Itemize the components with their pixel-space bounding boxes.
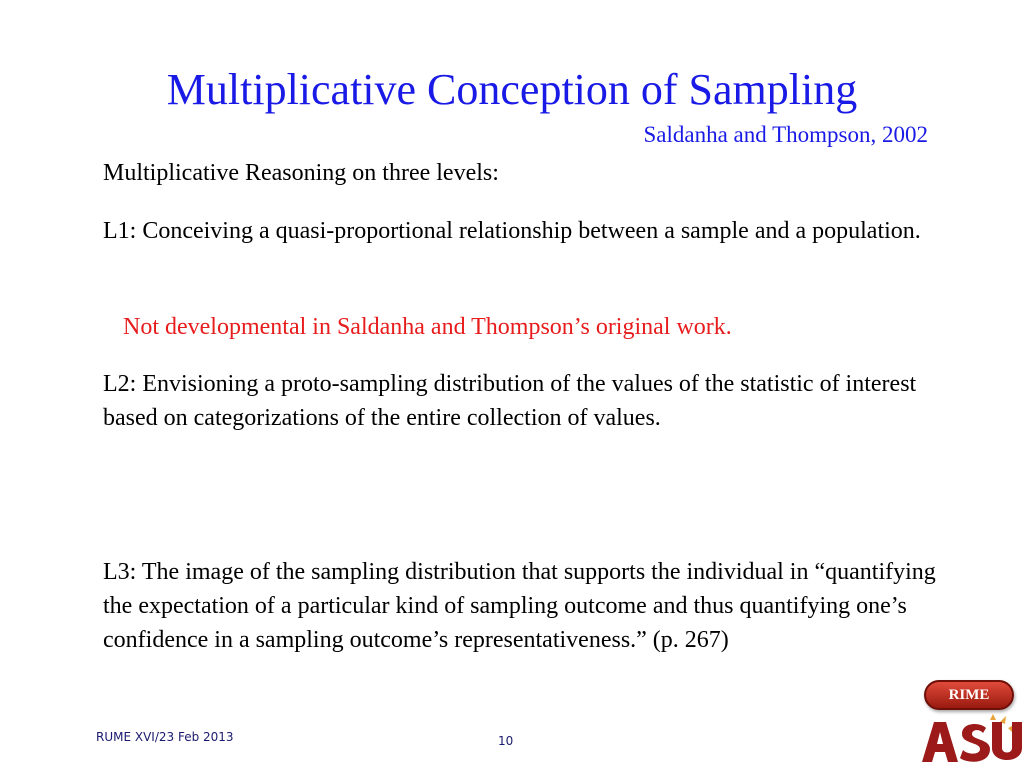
intro-text: Multiplicative Reasoning on three levels: <box>103 160 499 186</box>
slide-title: Multiplicative Conception of Sampling <box>166 65 858 114</box>
asu-logo <box>920 714 1024 764</box>
level-1-text: L1: Conceiving a quasi-proportional relationship between a sample and a population. <box>103 218 921 244</box>
asu-letter-s <box>960 724 990 762</box>
developmental-note: Not developmental in Saldanha and Thompson’s original work. <box>123 314 732 340</box>
footer-conference: RUME XVI/23 Feb 2013 <box>96 730 234 744</box>
citation: Saldanha and Thompson, 2002 <box>643 122 928 147</box>
asu-letter-u <box>992 722 1022 760</box>
page-number: 10 <box>498 734 514 748</box>
level-3-text: L3: The image of the sampling distribution that supports the individual in “quantifying the expectation of a particular kind of sampling outcome and thus quantifying one’s confidence in a sampling outcome’s representativeness.” (p. 267) <box>103 559 936 653</box>
level-2-text: L2: Envisioning a proto-sampling distribution of the values of the statistic of interest based on categorizations of the entire collection of values. <box>103 371 917 431</box>
rime-logo: RIME <box>924 680 1014 710</box>
